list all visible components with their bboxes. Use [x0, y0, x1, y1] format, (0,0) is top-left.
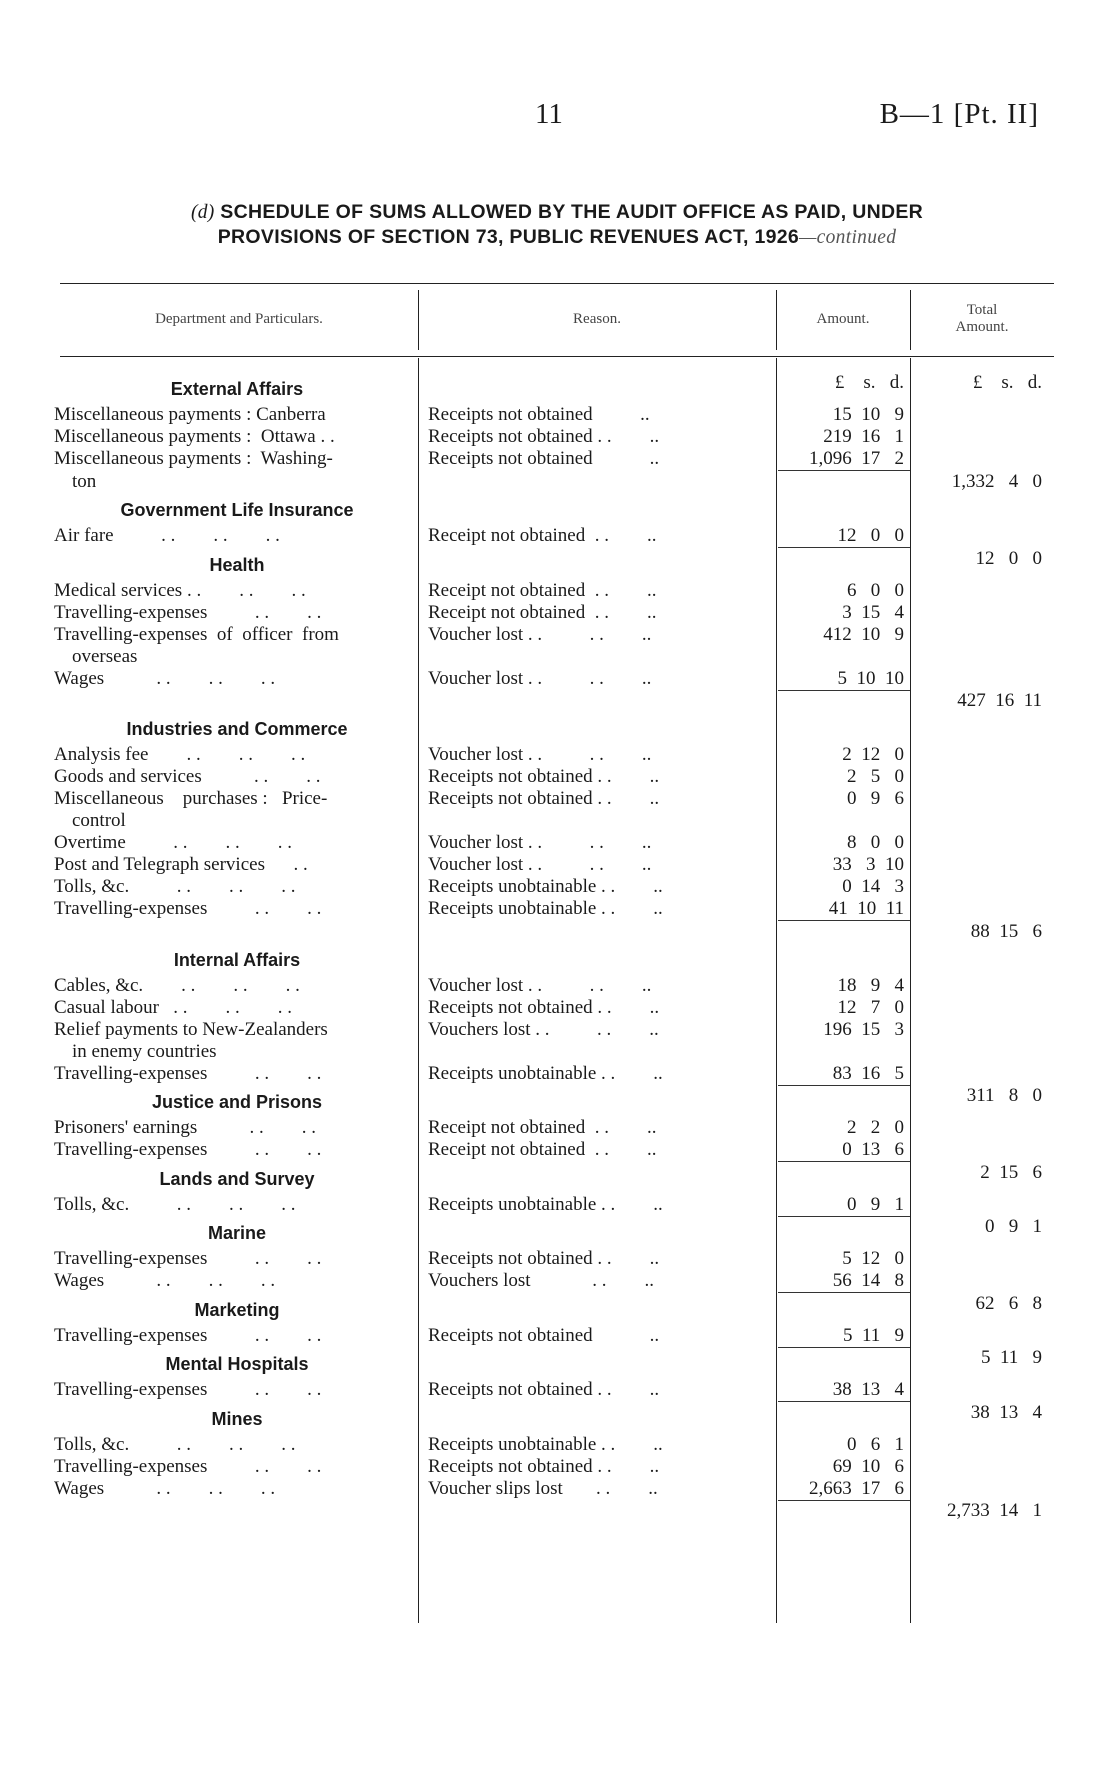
- title-line-2: PROVISIONS OF SECTION 73, PUBLIC REVENUES ACT, 1926: [217, 226, 800, 248]
- particulars-cell: Travelling-expenses . . . .: [54, 1248, 322, 1269]
- table-row: [52, 602, 1048, 624]
- reason-cell: Receipts not obtained ..: [428, 1324, 660, 1346]
- table-row: [52, 1063, 1048, 1086]
- table-row: [52, 1248, 1048, 1270]
- column-header-reason: Reason.: [573, 311, 621, 327]
- particulars-cell: Tolls, &c. . . . . . .: [54, 876, 296, 897]
- reason-cell: [420, 1085, 778, 1117]
- schedule-body: [52, 372, 1048, 1522]
- amount-cell: 196 15 3: [823, 1018, 904, 1040]
- amount-cell: 219 16 1: [823, 426, 904, 447]
- particulars-cell: [52, 690, 420, 712]
- particulars-cell: Wages . . . . . .: [54, 1270, 276, 1291]
- total-amount-cell: [910, 624, 1048, 646]
- total-amount-cell: [910, 1478, 1048, 1501]
- reason-cell: Receipts not obtained ..: [428, 404, 650, 425]
- total-amount-cell: [910, 1063, 1048, 1086]
- total-amount-cell: [910, 975, 1048, 997]
- total-amount-cell: [910, 580, 1048, 602]
- amount-cell: [778, 471, 910, 494]
- amount-cell: 15 10 9: [832, 404, 904, 425]
- amount-cell: [778, 943, 910, 975]
- particulars-cell: overseas: [72, 645, 138, 667]
- table-row: [52, 1379, 1048, 1402]
- total-amount-cell: [910, 997, 1048, 1019]
- particulars-cell: Travelling-expenses . . . .: [54, 1455, 322, 1477]
- department-row: [52, 493, 1048, 525]
- reason-cell: Receipts not obtained ..: [428, 448, 660, 469]
- amount-cell: 56 14 8: [832, 1270, 904, 1291]
- particulars-cell: Travelling-expenses . . . .: [54, 1379, 322, 1400]
- amount-cell: 2 12 0: [842, 744, 904, 765]
- amount-cell: 2,663 17 6: [809, 1477, 904, 1499]
- reason-cell: Receipts not obtained . . ..: [428, 788, 660, 809]
- schedule-title: [60, 200, 1054, 250]
- subtotal-row: [52, 1500, 1048, 1522]
- department-row: [52, 1402, 1048, 1434]
- department-row: [52, 1347, 1048, 1379]
- table-row: [52, 1325, 1048, 1348]
- header-bottom-rule: [60, 356, 1054, 357]
- table-row: [52, 668, 1048, 691]
- amount-cell: [778, 1293, 910, 1325]
- particulars-cell: Medical services . . . . . .: [54, 579, 306, 601]
- total-amount-cell: [910, 404, 1048, 426]
- amount-cell: 0 9 1: [847, 1193, 904, 1215]
- reason-cell: Receipt not obtained . . ..: [428, 579, 657, 601]
- total-amount-cell: [910, 854, 1048, 876]
- table-row: [52, 1194, 1048, 1217]
- department-name: Justice and Prisons: [151, 1092, 323, 1112]
- reason-cell: [420, 1293, 778, 1325]
- amount-cell: [778, 712, 910, 744]
- amount-cell: [778, 1216, 910, 1248]
- particulars-cell: in enemy countries: [72, 1040, 217, 1062]
- amount-cell: 69 10 6: [832, 1455, 904, 1477]
- reason-cell: Voucher lost . . . . ..: [428, 623, 652, 645]
- particulars-cell: Prisoners' earnings . . . .: [54, 1117, 317, 1138]
- total-amount-cell: 2,733 14 1: [947, 1500, 1042, 1521]
- total-amount-cell: [910, 448, 1048, 471]
- amount-cell: £ s. d.: [834, 372, 904, 393]
- total-amount-cell: [910, 1434, 1048, 1456]
- particulars-cell: Air fare . . . . . .: [54, 525, 280, 546]
- amount-cell: [778, 493, 910, 525]
- total-amount-cell: 427 16 11: [957, 690, 1042, 711]
- reason-cell: [420, 471, 778, 494]
- schedule-table: [52, 372, 1048, 1522]
- page-reference: B—1 [Pt. II]: [879, 98, 1039, 130]
- table-row: [52, 471, 1048, 494]
- reason-cell: Voucher lost . . . . ..: [428, 667, 652, 689]
- table-row: [52, 580, 1048, 602]
- reason-cell: Vouchers lost . . . . ..: [428, 1018, 659, 1040]
- total-amount-cell: [910, 668, 1048, 691]
- department-name: Government Life Insurance: [120, 500, 354, 520]
- particulars-cell: Miscellaneous payments : Washing-: [54, 448, 333, 469]
- total-amount-cell: [910, 525, 1048, 548]
- amount-cell: 3 15 4: [842, 601, 904, 623]
- title-prefix: (d): [190, 202, 215, 223]
- particulars-cell: Miscellaneous payments : Ottawa . .: [54, 426, 335, 447]
- column-header-total: [910, 302, 1054, 336]
- amount-cell: 83 16 5: [832, 1062, 904, 1084]
- table-row: [52, 525, 1048, 548]
- amount-cell: 2 5 0: [847, 766, 904, 787]
- total-amount-cell: [910, 832, 1048, 854]
- department-row: [52, 1216, 1048, 1248]
- reason-cell: [420, 548, 778, 580]
- department-name: Health: [209, 554, 265, 575]
- reason-cell: [420, 1216, 778, 1248]
- total-amount-cell: [910, 1019, 1048, 1041]
- table-row: [52, 788, 1048, 810]
- particulars-cell: Miscellaneous purchases : Price-: [54, 788, 328, 809]
- particulars-cell: Travelling-expenses . . . .: [54, 601, 322, 623]
- department-name: Industries and Commerce: [126, 719, 348, 739]
- total-amount-cell: 88 15 6: [970, 920, 1042, 942]
- total-amount-cell: [910, 876, 1048, 898]
- table-row: [52, 1139, 1048, 1162]
- particulars-cell: [52, 921, 420, 943]
- amount-cell: 8 0 0: [847, 832, 904, 853]
- total-amount-cell: [910, 898, 1048, 921]
- department-name: Marine: [207, 1223, 267, 1243]
- reason-cell: Voucher lost . . . . ..: [428, 832, 652, 853]
- particulars-cell: Post and Telegraph services . .: [54, 854, 308, 875]
- reason-cell: Receipt not obtained . . ..: [428, 601, 657, 623]
- particulars-cell: Tolls, &c. . . . . . .: [54, 1193, 296, 1215]
- table-row: [52, 1478, 1048, 1501]
- particulars-cell: Travelling-expenses of officer from: [54, 623, 339, 645]
- amount-cell: [778, 1085, 910, 1117]
- page-number: 11: [535, 98, 563, 130]
- department-row: [52, 1293, 1048, 1325]
- table-row: [52, 766, 1048, 788]
- reason-cell: [420, 1162, 778, 1194]
- page-header: [0, 98, 1114, 138]
- reason-cell: [420, 690, 778, 712]
- particulars-cell: Travelling-expenses . . . .: [54, 898, 322, 919]
- total-amount-cell: 38 13 4: [970, 1401, 1042, 1423]
- reason-cell: Receipts unobtainable . . ..: [428, 1433, 663, 1455]
- amount-cell: [778, 921, 910, 943]
- amount-cell: [778, 1402, 910, 1434]
- amount-cell: 33 3 10: [832, 854, 904, 875]
- total-amount-cell: 2 15 6: [980, 1161, 1042, 1183]
- amount-cell: 0 14 3: [842, 876, 904, 897]
- amount-cell: 41 10 11: [828, 898, 904, 919]
- reason-cell: Receipts not obtained . . ..: [428, 1379, 660, 1400]
- amount-cell: 38 13 4: [832, 1379, 904, 1400]
- department-name: Lands and Survey: [159, 1168, 315, 1189]
- table-row: [52, 1117, 1048, 1139]
- reason-cell: [420, 493, 778, 525]
- reason-cell: Voucher lost . . . . ..: [428, 974, 652, 996]
- particulars-cell: Travelling-expenses . . . .: [54, 1062, 322, 1084]
- reason-cell: [420, 1402, 778, 1434]
- particulars-cell: Wages . . . . . .: [54, 1477, 276, 1499]
- amount-cell: 6 0 0: [847, 579, 904, 601]
- table-row: [52, 1041, 1048, 1063]
- total-amount-cell: [910, 493, 1048, 525]
- total-amount-cell: 0 9 1: [985, 1216, 1042, 1237]
- total-amount-cell: [910, 602, 1048, 624]
- department-row: [52, 1162, 1048, 1194]
- total-amount-cell: [910, 810, 1048, 832]
- total-amount-cell: 1,332 4 0: [951, 470, 1042, 492]
- reason-cell: Receipts unobtainable . . ..: [428, 876, 663, 897]
- amount-cell: [778, 690, 910, 712]
- total-amount-cell: [910, 1270, 1048, 1293]
- total-amount-cell: [910, 646, 1048, 668]
- column-header-total-line-1: Total: [966, 302, 998, 318]
- total-amount-cell: [910, 712, 1048, 744]
- total-amount-cell: [910, 1139, 1048, 1162]
- reason-cell: Voucher slips lost . . ..: [428, 1477, 658, 1499]
- table-row: [52, 997, 1048, 1019]
- reason-cell: Receipt not obtained . . ..: [428, 1117, 657, 1138]
- reason-cell: Receipts unobtainable . . ..: [428, 898, 663, 919]
- reason-cell: Receipt not obtained . . ..: [428, 525, 657, 546]
- table-row: [52, 810, 1048, 832]
- amount-cell: 5 12 0: [842, 1248, 904, 1269]
- department-name: Mental Hospitals: [165, 1354, 309, 1374]
- total-amount-cell: [910, 788, 1048, 810]
- reason-cell: [420, 1500, 778, 1522]
- total-amount-cell: [910, 943, 1048, 975]
- reason-cell: [420, 646, 778, 668]
- total-amount-cell: 311 8 0: [966, 1085, 1042, 1106]
- amount-cell: [778, 1162, 910, 1194]
- total-amount-cell: [910, 426, 1048, 448]
- column-header-amount: Amount.: [816, 311, 870, 327]
- column-header-particulars: Department and Particulars.: [155, 311, 323, 327]
- reason-cell: Receipts not obtained . . ..: [428, 1248, 660, 1269]
- amount-cell: 2 2 0: [847, 1117, 904, 1138]
- reason-cell: Receipts not obtained . . ..: [428, 1455, 660, 1477]
- particulars-cell: [52, 1500, 420, 1522]
- title-line-1: SCHEDULE OF SUMS ALLOWED BY THE AUDIT OFFICE AS PAID, UNDER: [220, 201, 924, 223]
- reason-cell: [420, 943, 778, 975]
- particulars-cell: Tolls, &c. . . . . . .: [54, 1433, 296, 1455]
- total-amount-cell: [910, 1379, 1048, 1402]
- amount-cell: 12 7 0: [837, 996, 904, 1018]
- table-row: [52, 404, 1048, 426]
- reason-cell: Receipts not obtained . . ..: [428, 996, 660, 1018]
- table-row: [52, 1019, 1048, 1041]
- particulars-cell: Overtime . . . . . .: [54, 832, 293, 853]
- table-row: [52, 1434, 1048, 1456]
- amount-cell: 5 10 10: [837, 667, 904, 689]
- reason-cell: [420, 372, 778, 404]
- table-row: [52, 876, 1048, 898]
- total-amount-cell: [910, 1117, 1048, 1139]
- total-amount-cell: [910, 1325, 1048, 1348]
- reason-cell: [420, 810, 778, 832]
- total-amount-cell: [910, 766, 1048, 788]
- table-row: [52, 898, 1048, 921]
- amount-cell: 18 9 4: [837, 974, 904, 996]
- particulars-cell: Relief payments to New-Zealanders: [54, 1018, 328, 1040]
- table-row: [52, 426, 1048, 448]
- total-amount-cell: 12 0 0: [975, 547, 1042, 569]
- particulars-cell: ton: [72, 470, 97, 492]
- total-amount-cell: [910, 1194, 1048, 1217]
- total-amount-cell: [910, 1248, 1048, 1270]
- department-name: External Affairs: [170, 379, 304, 399]
- total-amount-cell: [910, 744, 1048, 766]
- reason-cell: Receipts not obtained . . ..: [428, 766, 660, 787]
- amount-cell: 0 6 1: [847, 1433, 904, 1455]
- particulars-cell: Goods and services . . . .: [54, 766, 321, 787]
- table-row: [52, 975, 1048, 997]
- reason-cell: Receipts unobtainable . . ..: [428, 1193, 663, 1215]
- reason-cell: Voucher lost . . . . ..: [428, 854, 652, 875]
- amount-cell: [778, 548, 910, 580]
- subtotal-row: [52, 690, 1048, 712]
- particulars-cell: control: [72, 810, 126, 831]
- amount-cell: 0 13 6: [842, 1139, 904, 1160]
- table-row: [52, 624, 1048, 646]
- particulars-cell: Wages . . . . . .: [54, 667, 276, 689]
- department-row: [52, 1085, 1048, 1117]
- total-amount-cell: 62 6 8: [975, 1292, 1042, 1314]
- amount-cell: 412 10 9: [823, 623, 904, 645]
- table-row: [52, 1456, 1048, 1478]
- reason-cell: [420, 1041, 778, 1063]
- particulars-cell: Cables, &c. . . . . . .: [54, 974, 300, 996]
- table-row: [52, 646, 1048, 668]
- total-amount-cell: [910, 1041, 1048, 1063]
- amount-cell: 12 0 0: [837, 525, 904, 546]
- department-name: Marketing: [194, 1299, 280, 1320]
- table-row: [52, 832, 1048, 854]
- particulars-cell: Travelling-expenses . . . .: [54, 1139, 322, 1160]
- amount-cell: 1,096 17 2: [809, 448, 904, 469]
- amount-cell: 5 11 9: [842, 1324, 904, 1346]
- department-row: [52, 943, 1048, 975]
- reason-cell: Receipts unobtainable . . ..: [428, 1062, 663, 1084]
- table-row: [52, 854, 1048, 876]
- total-amount-cell: £ s. d.: [972, 372, 1042, 393]
- department-row: [52, 548, 1048, 580]
- particulars-cell: Miscellaneous payments : Canberra: [54, 404, 326, 425]
- table-row: [52, 1270, 1048, 1293]
- header-top-rule: [60, 283, 1054, 284]
- reason-cell: Voucher lost . . . . ..: [428, 744, 652, 765]
- subtotal-row: [52, 921, 1048, 943]
- reason-cell: [420, 921, 778, 943]
- department-name: Mines: [211, 1408, 263, 1429]
- table-row: [52, 448, 1048, 471]
- total-amount-cell: [910, 1456, 1048, 1478]
- particulars-cell: Casual labour . . . . . .: [54, 996, 293, 1018]
- reason-cell: Receipt not obtained . . ..: [428, 1139, 657, 1160]
- reason-cell: [420, 1347, 778, 1379]
- department-name: Internal Affairs: [173, 949, 301, 970]
- reason-cell: Vouchers lost . . ..: [428, 1270, 655, 1291]
- amount-cell: 0 9 6: [847, 788, 904, 809]
- department-row: [52, 372, 1048, 404]
- amount-cell: [778, 1500, 910, 1522]
- reason-cell: [420, 712, 778, 744]
- amount-cell: [778, 1041, 910, 1063]
- amount-cell: [778, 646, 910, 668]
- column-header-total-line-2: Amount.: [955, 319, 1009, 335]
- amount-cell: [778, 1347, 910, 1379]
- department-row: [52, 712, 1048, 744]
- title-continued: —continued: [799, 227, 897, 248]
- reason-cell: Receipts not obtained . . ..: [428, 426, 660, 447]
- particulars-cell: Travelling-expenses . . . .: [54, 1324, 322, 1346]
- particulars-cell: Analysis fee . . . . . .: [54, 744, 306, 765]
- total-amount-cell: 5 11 9: [980, 1347, 1042, 1368]
- table-row: [52, 744, 1048, 766]
- amount-cell: [778, 810, 910, 832]
